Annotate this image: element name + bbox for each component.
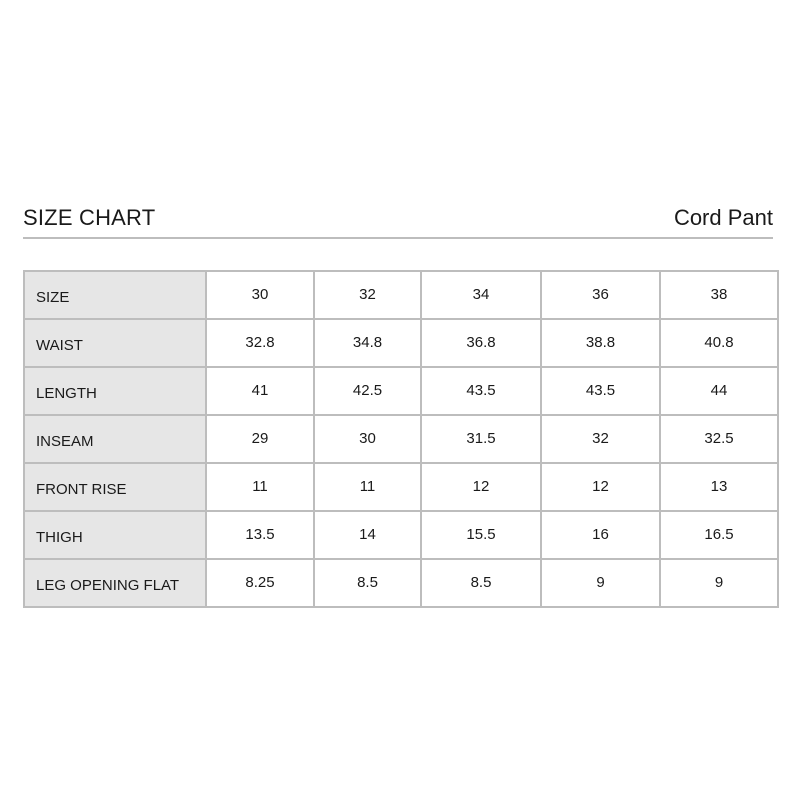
table-cell: 44 — [660, 367, 778, 415]
table-row-leg-opening-flat — [24, 559, 778, 607]
table-cell: 12 — [541, 463, 660, 511]
table-cell: 8.5 — [314, 559, 421, 607]
table-cell: 9 — [660, 559, 778, 607]
row-label: THIGH — [24, 511, 206, 559]
row-label: SIZE — [24, 271, 206, 319]
table-cell: 36 — [541, 271, 660, 319]
table-cell: 16.5 — [660, 511, 778, 559]
table-cell: 43.5 — [541, 367, 660, 415]
table-row-thigh — [24, 511, 778, 559]
table-cell: 12 — [421, 463, 541, 511]
table-cell: 8.5 — [421, 559, 541, 607]
table-cell: 38 — [660, 271, 778, 319]
table-cell: 32 — [314, 271, 421, 319]
table-cell: 11 — [314, 463, 421, 511]
table-cell: 13.5 — [206, 511, 314, 559]
table-cell: 31.5 — [421, 415, 541, 463]
table-cell: 32 — [541, 415, 660, 463]
table-row-waist — [24, 319, 778, 367]
table-cell: 13 — [660, 463, 778, 511]
table-cell: 14 — [314, 511, 421, 559]
table-row-size — [24, 271, 778, 319]
table-cell: 8.25 — [206, 559, 314, 607]
table-cell: 16 — [541, 511, 660, 559]
table-cell: 40.8 — [660, 319, 778, 367]
table-cell: 36.8 — [421, 319, 541, 367]
size-table — [23, 270, 779, 608]
page-title: SIZE CHART — [23, 205, 156, 230]
table-cell: 34.8 — [314, 319, 421, 367]
table-cell: 29 — [206, 415, 314, 463]
table-row-inseam — [24, 415, 778, 463]
size-chart-header — [23, 203, 773, 239]
row-label: LEG OPENING FLAT — [24, 559, 206, 607]
table-cell: 32.8 — [206, 319, 314, 367]
row-label: LENGTH — [24, 367, 206, 415]
table-cell: 43.5 — [421, 367, 541, 415]
table-row-front-rise — [24, 463, 778, 511]
table-cell: 34 — [421, 271, 541, 319]
row-label: FRONT RISE — [24, 463, 206, 511]
table-cell: 30 — [206, 271, 314, 319]
table-cell: 32.5 — [660, 415, 778, 463]
product-name: Cord Pant — [673, 205, 773, 230]
table-cell: 38.8 — [541, 319, 660, 367]
table-cell: 42.5 — [314, 367, 421, 415]
table-cell: 9 — [541, 559, 660, 607]
row-label: INSEAM — [24, 415, 206, 463]
table-row-length — [24, 367, 778, 415]
table-cell: 15.5 — [421, 511, 541, 559]
table-cell: 30 — [314, 415, 421, 463]
table-cell: 11 — [206, 463, 314, 511]
table-cell: 41 — [206, 367, 314, 415]
row-label: WAIST — [24, 319, 206, 367]
